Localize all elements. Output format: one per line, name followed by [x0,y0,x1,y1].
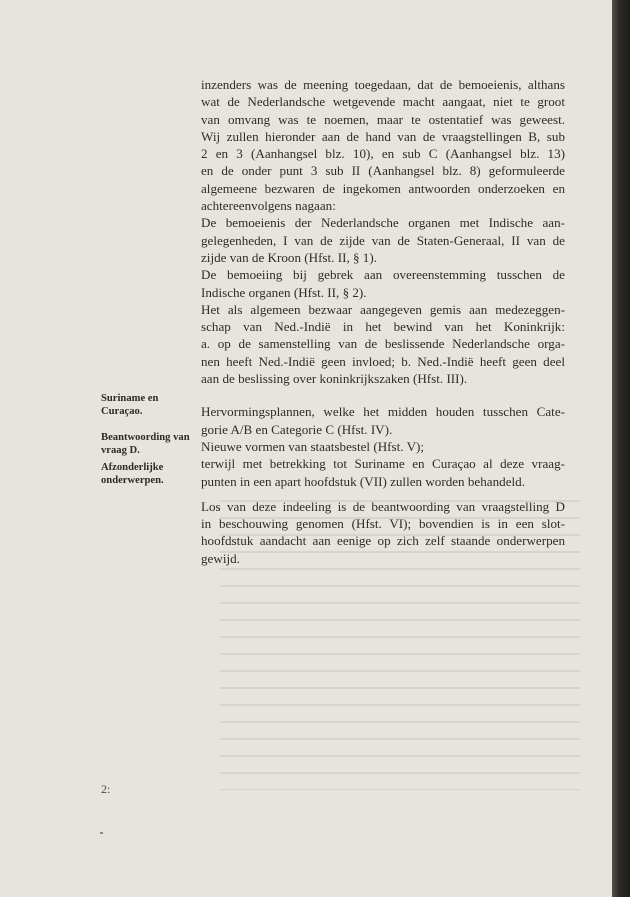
body-line: Los van deze indeeling is de beantwoording van vraagstelling D [201,498,565,514]
margin-note-line: Curaçao. [101,406,143,417]
body-line: a. op de samenstelling van de beslissende Nederlandsche orga- [201,336,565,352]
margin-note-suriname [101,392,158,418]
margin-note-line: Suriname en [101,393,159,404]
margin-note-afzonderlijke [101,461,164,487]
body-line: achtereenvolgens nagaan: [201,198,336,214]
body-line: Het als algemeen bezwaar aangegeven gemis aan medezeggen- [201,301,565,317]
body-line: Hervormingsplannen, welke het midden houden tusschen Cate- [201,404,565,420]
body-line: Nieuwe vormen van staatsbestel (Hfst. V); [201,438,425,454]
body-line: aan de beslissing over koninkrijkszaken (Hfst. III). [201,371,468,387]
body-line: nen heeft Ned.-Indië geen invloed; b. Ned.-Indië heeft geen deel [201,353,565,369]
body-line: gelegenheden, I van de zijde van de Staten-Generaal, II van de [201,232,565,248]
body-line: punten in een apart hoofdstuk (VII) zullen worden behandeld. [201,473,525,489]
body-line: 2 en 3 (Aanhangsel blz. 10), en sub C (Aanhangsel blz. 13) [201,146,565,162]
margin-note-line: vraag D. [101,445,140,456]
body-line: algemeene bezwaren de ingekomen antwoorden onderzoeken en [201,180,565,196]
margin-note-line: onderwerpen. [101,475,164,486]
body-line: van omvang was te noemen, maar te ostentatief was geweest. [201,111,565,127]
body-line: schap van Ned.-Indië in het bewind van het Koninkrijk: [201,319,565,335]
body-line: Wij zullen hieronder aan de hand van de vraagstellingen B, sub [201,128,565,144]
body-line: wat de Nederlandsche wetgevende macht aangaat, niet te groot [201,94,565,110]
body-line: gorie A/B en Categorie C (Hfst. IV). [201,421,393,437]
margin-note-line: Beantwoording van [101,432,190,443]
body-line: inzenders was de meening toegedaan, dat de bemoeienis, althans [201,77,565,92]
margin-note-beantwoording [101,431,190,457]
page-number: 2: [101,782,111,796]
binding-edge [612,0,630,897]
body-line: De bemoeiing bij gebrek aan overeenstemming tusschen de [201,267,565,283]
body-text [201,76,565,567]
body-line: zijde van de Kroon (Hfst. II, § 1). [201,249,377,265]
body-line: De bemoeienis der Nederlandsche organen met Indische aan- [201,215,565,231]
margin-note-line: Afzonderlijke [101,462,164,473]
body-line: gewijd. [201,550,240,566]
body-line: terwijl met betrekking tot Suriname en Curaçao al deze vraag- [201,456,565,472]
body-line: Indische organen (Hfst. II, § 2). [201,284,367,300]
body-line: en de onder punt 3 sub II (Aanhangsel blz. 8) geformuleerde [201,163,565,179]
page-mark [100,832,103,834]
body-line: hoofdstuk aandacht aan eenige op zich zelf staande onderwerpen [201,533,565,549]
body-line: in beschouwing genomen (Hfst. VI); bovendien is in een slot- [201,516,565,532]
